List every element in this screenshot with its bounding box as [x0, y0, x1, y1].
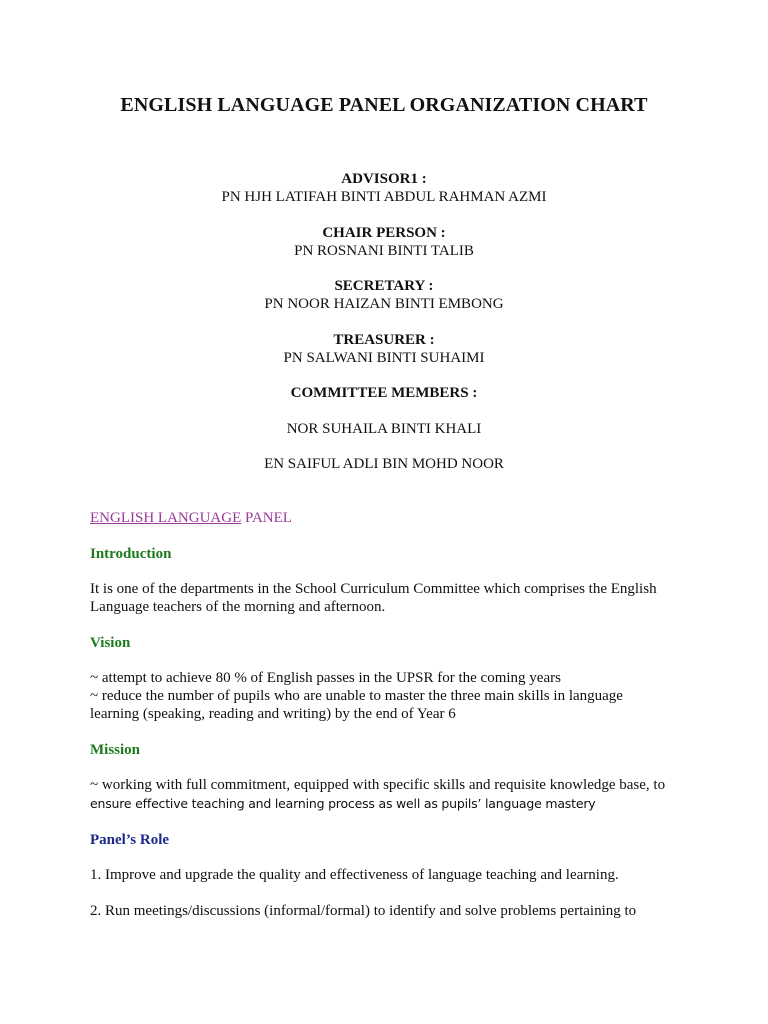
advisor-label: ADVISOR1 :	[341, 171, 427, 187]
introduction-text: It is one of the departments in the School Curriculum Committee which comprises the English Language teachers of the morning and afternoon.	[90, 581, 657, 615]
mission-line-2: ensure effective teaching and learning process as well as pupils’ language mastery	[90, 796, 596, 811]
vision-heading: Vision	[90, 635, 131, 651]
panel-heading	[90, 509, 292, 527]
committee-label: COMMITTEE MEMBERS :	[290, 385, 478, 401]
panel-heading-underlined: ENGLISH LANGUAGE	[90, 510, 242, 526]
panel-role-item-1: 1. Improve and upgrade the quality and effectiveness of language teaching and learning.	[90, 867, 619, 883]
panel-role-item-2: 2. Run meetings/discussions (informal/formal) to identify and solve problems pertaining to	[90, 903, 637, 919]
panel-heading-rest: PANEL	[241, 510, 292, 526]
secretary-label: SECRETARY :	[334, 278, 434, 294]
page-title: ENGLISH LANGUAGE PANEL ORGANIZATION CHART	[120, 94, 648, 116]
secretary-name: PN NOOR HAIZAN BINTI EMBONG	[264, 296, 504, 312]
treasurer-block	[0, 331, 768, 367]
committee-block	[0, 384, 768, 402]
chair-person-label: CHAIR PERSON :	[322, 225, 446, 241]
introduction-heading: Introduction	[90, 546, 172, 562]
advisor-block	[0, 170, 768, 206]
mission-heading: Mission	[90, 742, 141, 758]
chair-person-name: PN ROSNANI BINTI TALIB	[294, 243, 474, 259]
committee-member: EN SAIFUL ADLI BIN MOHD NOOR	[264, 456, 504, 472]
secretary-block	[0, 277, 768, 313]
advisor-name: PN HJH LATIFAH BINTI ABDUL RAHMAN AZMI	[221, 189, 547, 205]
vision-line-1: ~ attempt to achieve 80 % of English passes in the UPSR for the coming years	[90, 670, 561, 686]
committee-member: NOR SUHAILA BINTI KHALI	[286, 421, 482, 437]
vision-line-2: ~ reduce the number of pupils who are unable to master the three main skills in language learning (speaking, reading and writing) by the end of Year 6	[90, 688, 623, 722]
treasurer-label: TREASURER :	[333, 332, 435, 348]
panel-role-heading: Panel’s Role	[90, 832, 170, 848]
treasurer-name: PN SALWANI BINTI SUHAIMI	[283, 350, 485, 366]
mission-line-1: ~ working with full commitment, equipped with specific skills and requisite knowledge base, to	[90, 777, 666, 793]
chair-person-block	[0, 224, 768, 260]
